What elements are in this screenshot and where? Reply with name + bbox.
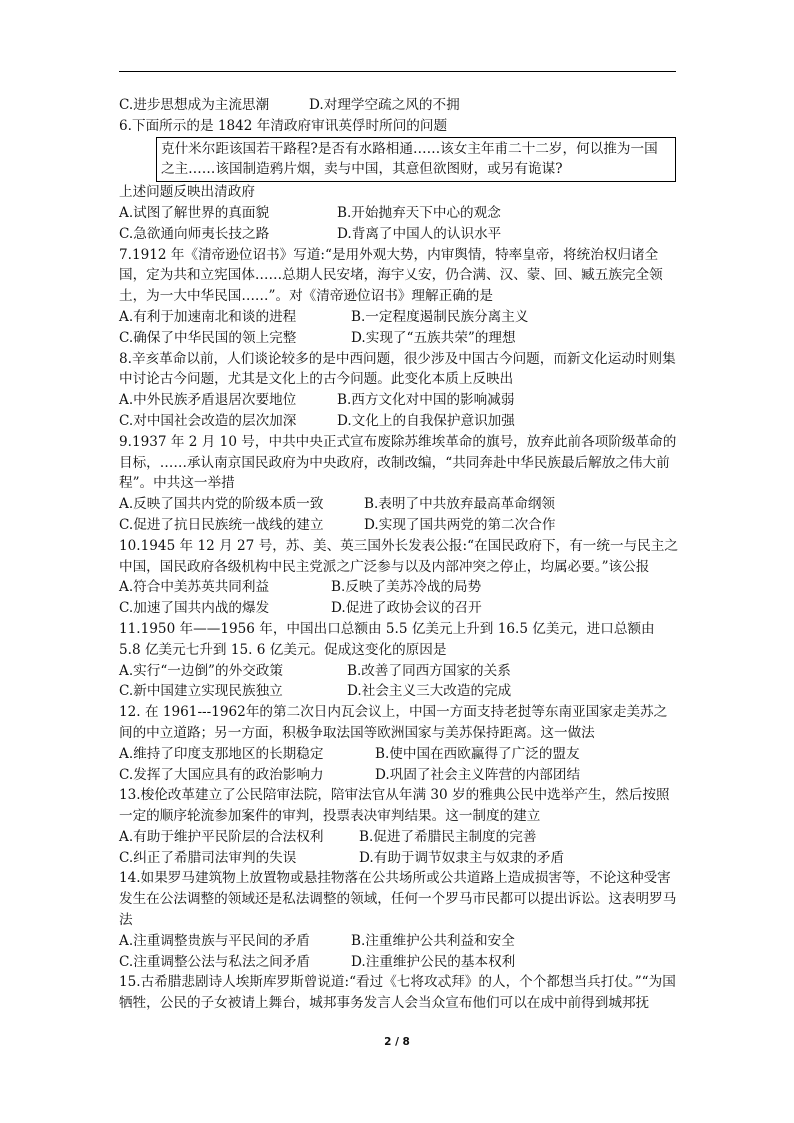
q14-option-c: C.注重调整公法与私法之间矛盾 — [119, 953, 310, 970]
q8-options-ab — [119, 390, 679, 411]
q6-options-ab — [119, 203, 679, 224]
q13-option-c: C.纠正了希腊司法审判的失误 — [119, 849, 297, 866]
q7-option-d: D.实现了“五族共荣”的理想 — [351, 329, 516, 346]
q11-options-ab — [119, 661, 679, 682]
q9-stem: 9.1937 年 2 月 10 号，中共中央正式宣布废除苏维埃革命的旗号，放弃此前各项阶级革命的目标，……承认南京国民政府为中央政府，改制改编，“共同奔赴中华民族最后解放之伟大前程”。中共这一举措 — [119, 433, 677, 492]
q14-option-d: D.注重维护公民的基本权利 — [351, 953, 516, 970]
q15-stem: 15.古希腊悲剧诗人埃斯库罗斯曾说道:“看过《七将攻忒拜》的人，个个都想当兵打仗。”“为国牺牲，公民的子女被请上舞台，城邦事务发言人会当众宣布他们可以在成中前得到城邦抚 — [119, 974, 676, 1012]
q10-option-d: D.促进了政协会议的召开 — [331, 600, 482, 617]
q11-stem: 11.1950 年——1956 年，中国出口总额由 5.5 亿美元上升到 16.5 亿美元，进口总额由 5.8 亿美元七升到 15. 6 亿美元。促成这变化的原因是 — [119, 620, 655, 658]
header-rule — [119, 71, 676, 72]
q13-stem: 13.梭伦改革建立了公民陪审法院，陪审法官从年满 30 岁的雅典公民中选举产生，然后按照一定的顺序轮流参加案件的审判，投票表决审判结果。这一制度的建立 — [119, 787, 670, 825]
q6-quote-box: 克什米尔距该国若干路程?是否有水路相通……该女主年甫二十二岁，何以推为一国之主……该国制造鸦片烟，卖与中国，其意但欲图财，或另有诡谋? — [156, 137, 676, 183]
q8-stem: 8.辛亥革命以前，人们谈论较多的是中西问题，很少涉及中国古今问题，而新文化运动时则集中讨论古今问题，尤其是文化上的古今问题。此变化本质上反映出 — [119, 350, 676, 388]
q6-option-a: A.试图了解世界的真面貌 — [119, 204, 270, 221]
q6-option-b: B.开始抛弃天下中心的观念 — [337, 204, 501, 221]
q13-option-b: B.促进了希腊民主制度的完善 — [359, 828, 537, 845]
exam-page — [119, 95, 679, 1014]
q8-options-cd — [119, 411, 679, 432]
q7-option-a: A.有利于加速南北和谈的进程 — [119, 308, 297, 325]
q12-option-c: C.发挥了大国应具有的政治影响力 — [119, 766, 324, 783]
q12-options-ab — [119, 744, 679, 765]
q5-option-c: C.进步思想成为主流思潮 — [119, 97, 270, 113]
q12-options-cd — [119, 765, 679, 786]
q14-option-a: A.注重调整贵族与平民间的矛盾 — [119, 932, 310, 949]
q12-stem: 12. 在 1961---1962年的第二次日内瓦会议上，中国一方面支持老挝等东南亚国家走美苏之间的中立道路；另一方面，积极争取法国等欧洲国家与美苏保持距离。这一做法 — [119, 704, 668, 741]
q13-options-ab — [119, 827, 679, 848]
q11-options-cd — [119, 681, 679, 702]
q9-options-cd — [119, 515, 679, 536]
q12-option-a: A.维持了印度支那地区的长期稳定 — [119, 745, 324, 762]
q9-option-b: B.表明了中共放弃最高革命纲领 — [364, 496, 556, 513]
q14-options-ab — [119, 931, 679, 952]
q14-stem: 14.如果罗马建筑物上放置物或悬挂物落在公共场所或公共道路上造成损害等，不论这种受害发生在公法调整的领域还是私法调整的领域，任何一个罗马市民都可以提出诉讼。这表明罗马法 — [119, 870, 677, 929]
q11-option-b: B.改善了同西方国家的关系 — [347, 662, 511, 679]
q8-option-a: A.中外民族矛盾退居次要地位 — [119, 392, 297, 409]
q13-option-d: D.有助于调节奴隶主与奴隶的矛盾 — [359, 849, 565, 866]
q7-option-c: C.确保了中华民国的领上完整 — [119, 329, 297, 346]
q10-stem: 10.1945 年 12 月 27 号，苏、美、英三国外长发表公报:“在国民政府下，有一统一与民主之中国，国民政府各级机构中民主党派之广泛参与以及内部冲突之停止，均属必要。”该公报 — [119, 537, 678, 575]
q12-option-d: D.巩固了社会主义阵营的内部团结 — [375, 766, 581, 783]
q10-option-c: C.加速了国共内战的爆发 — [119, 600, 270, 617]
q5-options-cd — [119, 95, 679, 116]
q8-option-d: D.文化上的自我保护意识加强 — [337, 412, 515, 429]
q6-option-d: D.背离了中国人的认识水平 — [337, 225, 502, 242]
q14-option-b: B.注重维护公共利益和安全 — [351, 932, 515, 949]
q6-option-c: C.急欲通向师夷长技之路 — [119, 225, 270, 242]
q7-stem: 7.1912 年《清帝逊位诏书》写道:“是用外观大势，内审舆情，特率皇帝，将统治权归诸全国，定为共和立宪国体……总期人民安堵，海宇乂安，仍合满、汉、蒙、回、臧五族完全领土，为一大中华民国……”。对《清帝逊位诏书》理解正确的是 — [119, 246, 663, 305]
q9-option-d: D.实现了国共两党的第二次合作 — [364, 516, 556, 533]
q6-stem: 6.下面所示的是 1842 年清政府审讯英俘时所问的问题 — [119, 117, 448, 134]
q11-option-a: A.实行“一边倒”的外交政策 — [119, 662, 283, 679]
q10-option-b: B.反映了美苏冷战的局势 — [331, 579, 482, 596]
q12-option-b: B.使中国在西欧赢得了广泛的盟友 — [375, 745, 580, 762]
q11-option-d: D.社会主义三大改造的完成 — [347, 683, 512, 700]
q13-option-a: A.有助于维护平民阶层的合法权利 — [119, 828, 324, 845]
q10-options-cd — [119, 598, 679, 619]
q8-option-c: C.对中国社会改造的层次加深 — [119, 412, 297, 429]
q9-option-c: C.促进了抗日民族统一战线的建立 — [119, 516, 324, 533]
q7-options-ab — [119, 307, 679, 328]
q8-option-b: B.西方文化对中国的影响减弱 — [337, 392, 515, 409]
q10-options-ab — [119, 577, 679, 598]
page-number: 2 / 8 — [384, 1036, 410, 1048]
q14-options-cd — [119, 952, 679, 973]
q5-option-d: D.对理学空疏之风的不拥 — [309, 97, 460, 113]
q7-option-b: B.一定程度遏制民族分离主义 — [351, 308, 529, 325]
q13-options-cd — [119, 848, 679, 869]
q10-option-a: A.符合中美苏英共同利益 — [119, 579, 270, 596]
q6-tail: 上述问题反映出清政府 — [119, 184, 255, 201]
q9-options-ab — [119, 494, 679, 515]
q9-option-a: A.反映了国共内党的阶级本质一致 — [119, 496, 324, 513]
q7-options-cd — [119, 328, 679, 349]
q11-option-c: C.新中国建立实现民族独立 — [119, 683, 283, 700]
q6-options-cd — [119, 224, 679, 245]
